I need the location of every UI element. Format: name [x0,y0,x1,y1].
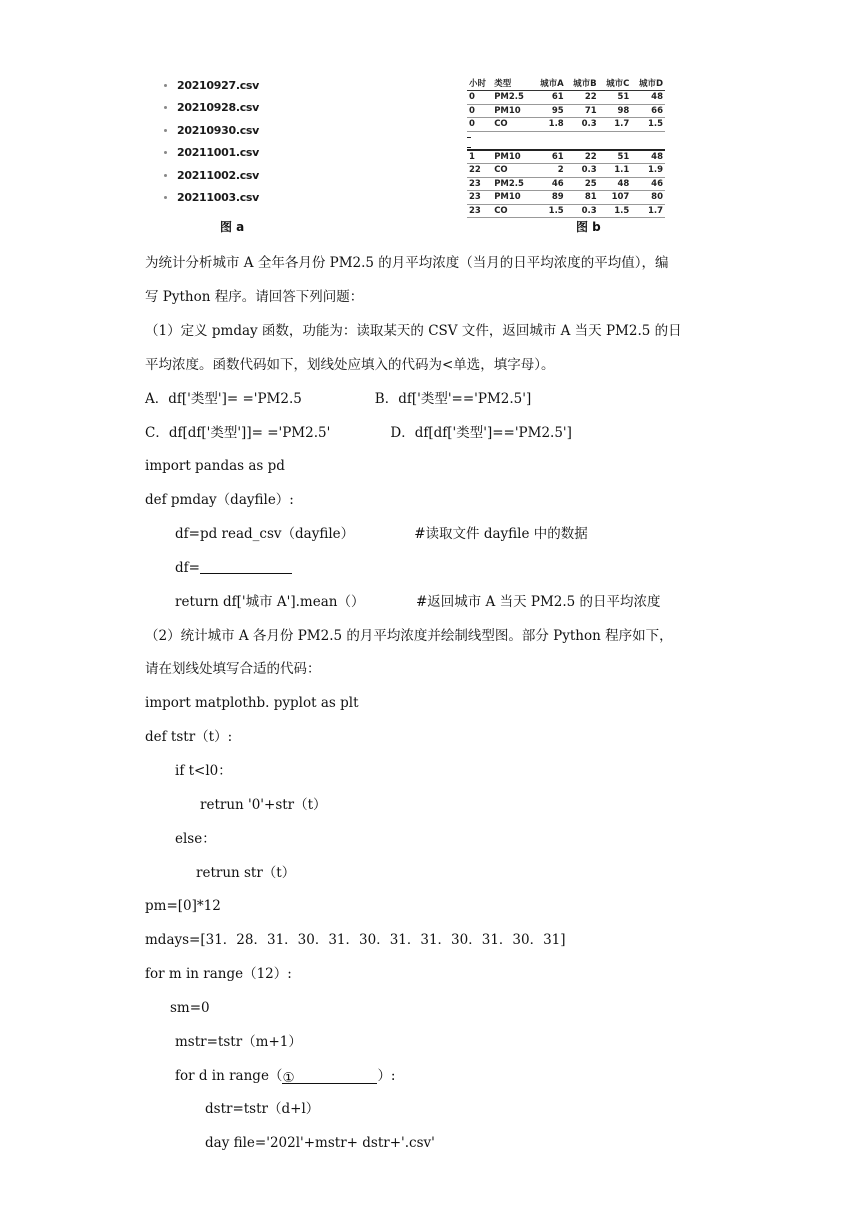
file-item [164,164,314,187]
code-return-zero: retrun '0'+str（t） [200,797,327,813]
cell: 48 [631,91,665,105]
cell: PM10 [492,191,532,205]
cell: 107 [599,191,632,205]
cell: 48 [631,150,665,164]
bullet [164,106,167,109]
option-c-d: C．df[df['类型']]= ='PM2.5' D．df[df['类型']=='PM2.5'] [145,425,572,441]
table-gap-row [467,132,471,148]
code-dayfile: day file='202l'+mstr+ dstr+'.csv' [205,1135,435,1151]
q2-line-1: （2）统计城市 A 各月份 PM2.5 的月平均浓度并绘制线型图。部分 Python 程序如下， [145,628,673,644]
cell: 81 [566,191,599,205]
file-name: 20211002.csv [177,168,260,182]
table-row [467,191,665,205]
cell: 22 [467,164,492,178]
q1-line-2: 平均浓度。函数代码如下，划线处应填入的代码为<单选，填字母）。 [145,357,555,373]
header-type: 类型 [492,76,532,91]
code-mstr: mstr=tstr（m+1） [175,1034,302,1050]
cell: 22 [566,91,599,105]
pm-data-table [467,76,665,218]
gap-cell [467,132,471,138]
code-read-csv: df=pd read_csv（dayfile） #读取文件 dayfile 中的数据 [175,526,588,542]
cell: 1.5 [599,204,632,218]
code-mdays: mdays=[31．28．31．30．31．30．31．31．30．31．30．31] [145,932,566,948]
cell: 1.8 [533,118,566,132]
file-item [164,142,314,165]
cell: 98 [599,104,632,118]
cell: 0 [467,91,492,105]
code-sm: sm=0 [170,1000,210,1016]
cell: PM2.5 [492,91,532,105]
code-return-mean: return df['城市 A'].mean（） #返回城市 A 当天 PM2.5 的日平均浓度 [175,594,661,610]
cell: 23 [467,204,492,218]
file-name: 20211003.csv [177,191,260,205]
cell: 1.5 [533,204,566,218]
code-return-str: retrun str（t） [196,865,296,881]
cell: 46 [631,177,665,191]
cell: 23 [467,191,492,205]
file-item [164,74,314,97]
cell: 1.7 [631,204,665,218]
code-df-blank-line [175,558,292,578]
cell: 51 [599,91,632,105]
intro-line-2: 写 Python 程序。请回答下列问题： [145,289,364,305]
code-for-d: for d in range（ [175,1068,283,1084]
code-for-d-line [175,1066,396,1086]
cell: 0.3 [566,204,599,218]
cell: 89 [533,191,566,205]
code-import-pandas: import pandas as pd [145,458,285,474]
code-def-tstr: def tstr（t）: [145,729,233,745]
cell: 1.7 [599,118,632,132]
answer-blank [200,558,292,574]
cell: 51 [599,150,632,164]
cell: 1.9 [631,164,665,178]
cell: 0 [467,118,492,132]
table-row [467,177,665,191]
figure-b-caption: 图 b [576,220,601,234]
bullet [164,196,167,199]
header-city-a: 城市A [533,76,566,91]
cell: 0.3 [566,118,599,132]
q2-line-2: 请在划线处填写合适的代码： [145,661,321,677]
cell: PM10 [492,150,532,164]
file-name: 20210927.csv [177,78,260,92]
table-row [467,150,665,164]
table-row [467,104,665,118]
cell: CO [492,204,532,218]
code-for-d-end: ）: [377,1068,396,1084]
cell: 0 [467,104,492,118]
code-dstr: dstr=tstr（d+l） [205,1101,320,1117]
figure-a-caption: 图 a [220,220,245,234]
file-item [164,187,314,210]
code-pm-init: pm=[0]*12 [145,898,221,914]
code-if: if t<l0： [175,763,232,779]
file-name: 20211001.csv [177,146,260,160]
cell: 66 [631,104,665,118]
file-item [164,97,314,120]
cell: 61 [533,91,566,105]
cell: 25 [566,177,599,191]
table-row [467,91,665,105]
q1-line-1: （1）定义 pmday 函数，功能为：读取某天的 CSV 文件，返回城市 A 当天 PM2.5 的日 [145,323,682,339]
bullet [164,84,167,87]
cell: PM2.5 [492,177,532,191]
intro-line-1: 为统计分析城市 A 全年各月份 PM2.5 的月平均浓度（当月的日平均浓度的平均值），编 [145,255,669,271]
file-name: 20210928.csv [177,101,260,115]
cell: 61 [533,150,566,164]
bullet [164,174,167,177]
cell: 23 [467,177,492,191]
cell: 1 [467,150,492,164]
cell: 95 [533,104,566,118]
code-for-m: for m in range（12）: [145,966,292,982]
cell: 1.1 [599,164,632,178]
cell: 80 [631,191,665,205]
header-city-c: 城市C [599,76,632,91]
header-city-b: 城市B [566,76,599,91]
code-else: else： [175,831,216,847]
cell: 48 [599,177,632,191]
table-row [467,204,665,218]
file-item [164,119,314,142]
blank-marker: ① [282,1070,295,1086]
option-a-b: A．df['类型']= ='PM2.5 B．df['类型'=='PM2.5'] [145,391,532,407]
cell: PM10 [492,104,532,118]
header-hour: 小时 [467,76,492,91]
table-row [467,164,665,178]
cell: CO [492,118,532,132]
answer-blank-1 [282,1068,377,1084]
code-def-pmday: def pmday（dayfile）: [145,492,294,508]
cell: 71 [566,104,599,118]
cell: 2 [533,164,566,178]
table-header-row [467,76,665,91]
table-row [467,118,665,132]
cell: CO [492,164,532,178]
file-list [164,74,314,209]
header-city-d: 城市D [631,76,665,91]
code-df-assign: df= [175,560,200,576]
code-import-matplotlib: import matplothb. pyplot as plt [145,695,359,711]
cell: 46 [533,177,566,191]
file-name: 20210930.csv [177,123,260,137]
cell: 1.5 [631,118,665,132]
cell: 0.3 [566,164,599,178]
bullet [164,129,167,132]
cell: 22 [566,150,599,164]
bullet [164,151,167,154]
